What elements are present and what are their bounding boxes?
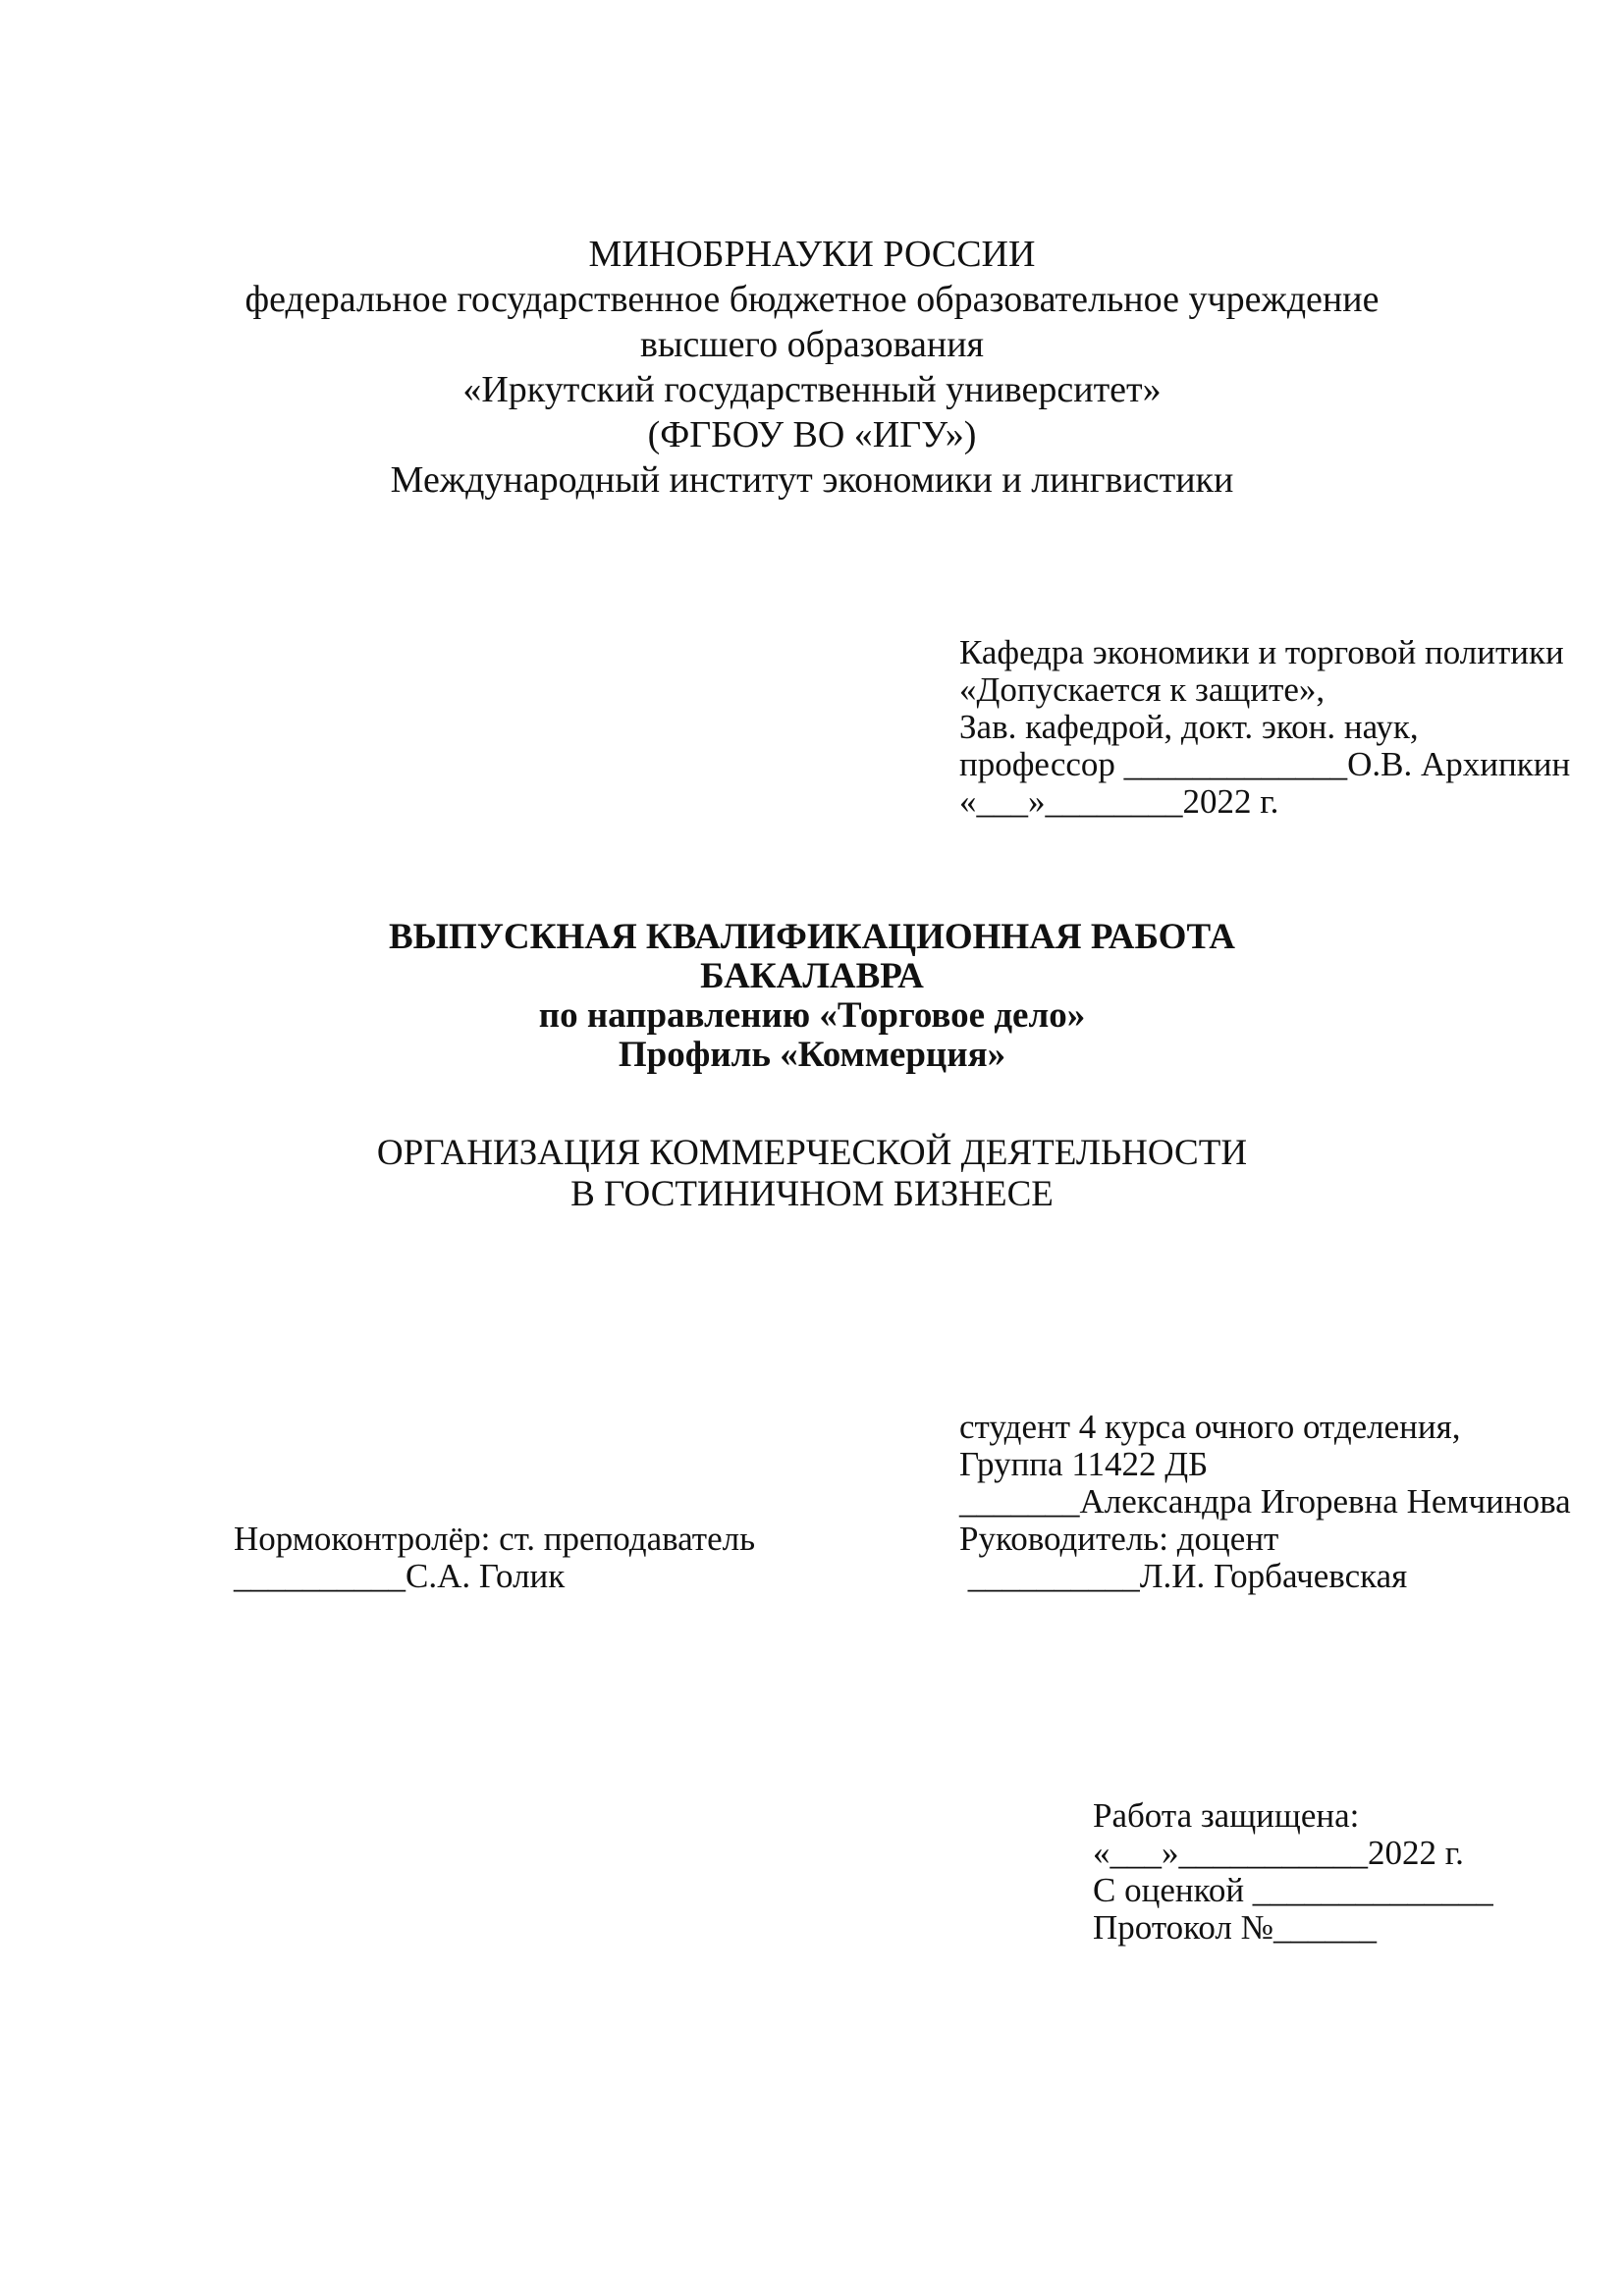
student-course: студент 4 курса очного отделения, (959, 1408, 1461, 1446)
student-group: Группа 11422 ДБ (959, 1445, 1209, 1483)
supervisor-title: Руководитель: доцент (959, 1520, 1279, 1558)
institution-type: федеральное государственное бюджетное образовательное учреждение (244, 279, 1380, 320)
department-name: Кафедра экономики и торговой политики (959, 633, 1564, 671)
education-level: высшего образования (639, 324, 985, 365)
student-name: _______Александра Игоревна Немчинова (959, 1482, 1571, 1521)
defense-status: Работа защищена: (1093, 1796, 1360, 1835)
defense-date: «___»___________2022 г. (1093, 1834, 1464, 1872)
normcontroller-title: Нормоконтролёр: ст. преподаватель (234, 1520, 756, 1558)
ministry-name: МИНОБРНАУКИ РОССИИ (588, 234, 1036, 275)
university-abbr: (ФГБОУ ВО «ИГУ») (647, 414, 977, 455)
topic-line-2: В ГОСТИНИЧНОМ БИЗНЕСЕ (570, 1174, 1054, 1214)
head-of-department: Зав. кафедрой, докт. экон. наук, (959, 708, 1419, 746)
work-type: ВЫПУСКНАЯ КВАЛИФИКАЦИОННАЯ РАБОТА (388, 917, 1236, 957)
study-direction: по направлению «Торговое дело» (538, 995, 1086, 1036)
university-name: «Иркутский государственный университет» (462, 369, 1162, 410)
topic-line-1: ОРГАНИЗАЦИЯ КОММЕРЧЕСКОЙ ДЕЯТЕЛЬНОСТИ (376, 1133, 1248, 1173)
institute-name: Международный институт экономики и лингвистики (390, 459, 1234, 501)
study-profile: Профиль «Коммерция» (618, 1035, 1006, 1075)
degree-level: БАКАЛАВРА (700, 956, 924, 996)
admission-note: «Допускается к защите», (959, 670, 1326, 709)
approval-date: «___»________2022 г. (959, 782, 1279, 821)
professor-signature: профессор _____________О.В. Архипкин (959, 745, 1571, 783)
defense-grade: С оценкой ______________ (1093, 1871, 1493, 1909)
supervisor-name: __________Л.И. Горбачевская (959, 1557, 1408, 1595)
defense-protocol: Протокол №______ (1093, 1908, 1378, 1947)
normcontroller-name: __________С.А. Голик (234, 1557, 566, 1595)
